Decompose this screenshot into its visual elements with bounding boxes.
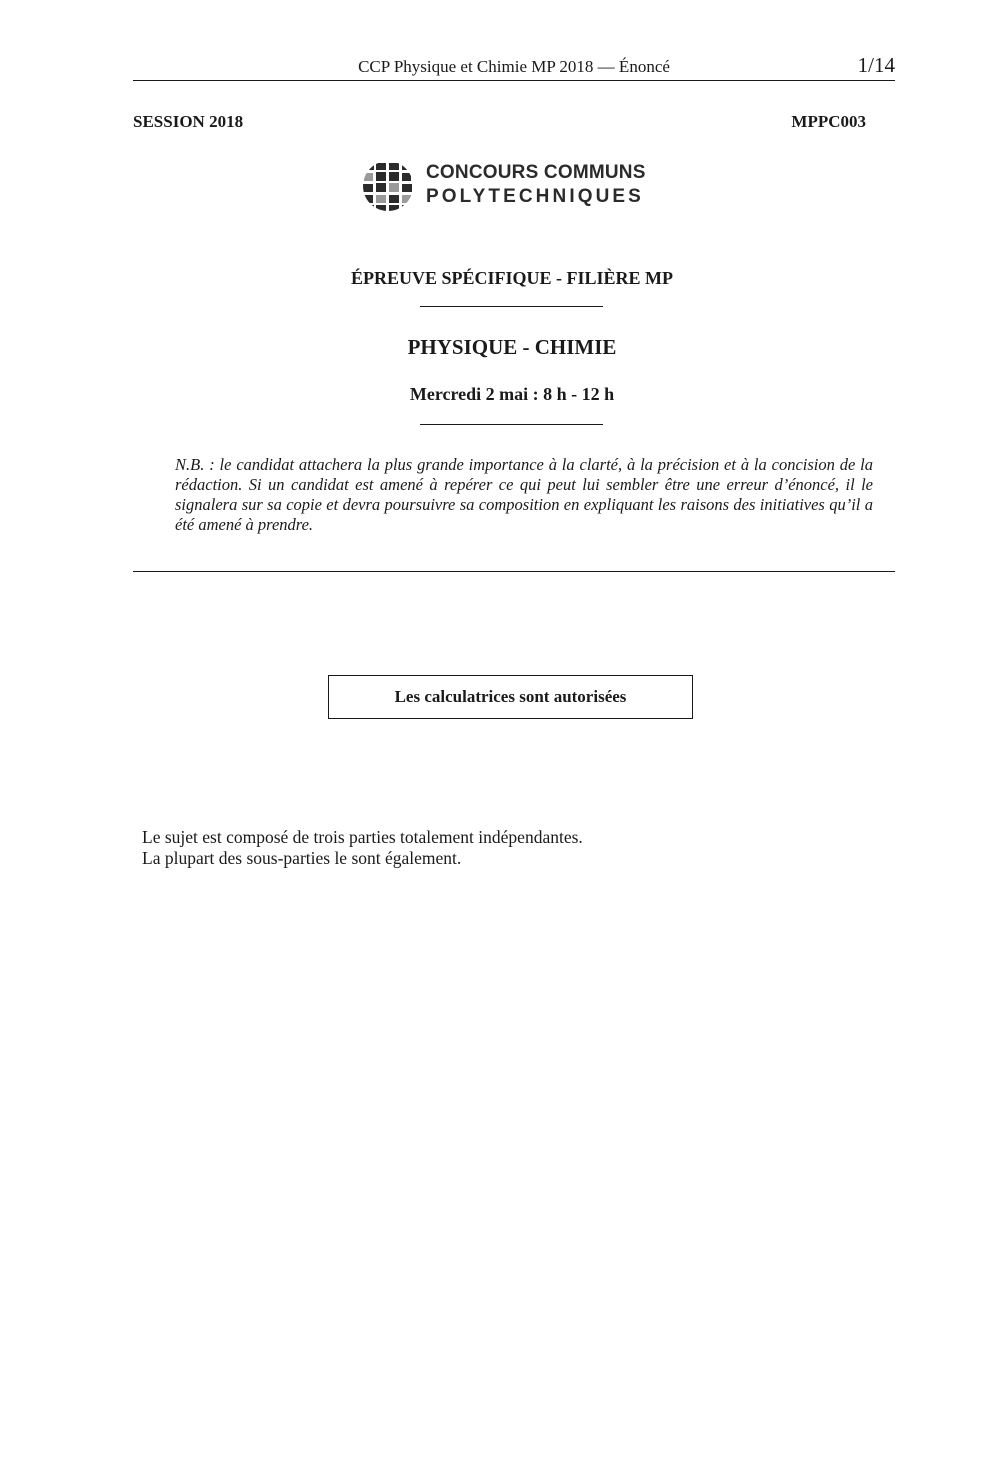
calculators-notice: Les calculatrices sont autorisées xyxy=(394,687,627,706)
nb-notice: N.B. : le candidat attachera la plus grande importance à la clarté, à la précision et à la concision de la rédaction. Si un candidat est amené à repérer ce qui peut lui sembler être une erreur d’énoncé, il le signalera sur sa copie et devra poursuivre sa composition en expliquant les raisons des initiatives qu’il a été amené à prendre. xyxy=(175,455,873,534)
date-rule xyxy=(420,424,603,425)
intro-line-2: La plupart des sous-parties le sont également. xyxy=(142,848,462,868)
title-rule xyxy=(420,306,603,307)
calculators-notice-box xyxy=(328,675,693,719)
page-number: 1/14 xyxy=(857,53,895,77)
globe-grid-icon xyxy=(362,160,416,214)
logo-line-1: CONCOURS COMMUNS xyxy=(426,162,646,183)
session-label: SESSION 2018 xyxy=(133,112,244,131)
exam-code: MPPC003 xyxy=(791,112,866,131)
intro-text xyxy=(142,827,583,869)
running-header xyxy=(133,54,895,81)
exam-date: Mercredi 2 mai : 8 h - 12 h xyxy=(409,384,615,404)
ccp-logo xyxy=(362,160,662,214)
logo-line-2: POLYTECHNIQUES xyxy=(426,186,644,207)
epreuve-title: ÉPREUVE SPÉCIFIQUE - FILIÈRE MP xyxy=(350,268,674,288)
section-separator xyxy=(133,571,895,572)
subject-title: PHYSIQUE - CHIMIE xyxy=(407,335,617,359)
running-header-title: CCP Physique et Chimie MP 2018 — Énoncé xyxy=(358,57,670,76)
intro-line-1: Le sujet est composé de trois parties totalement indépendantes. xyxy=(142,827,583,847)
